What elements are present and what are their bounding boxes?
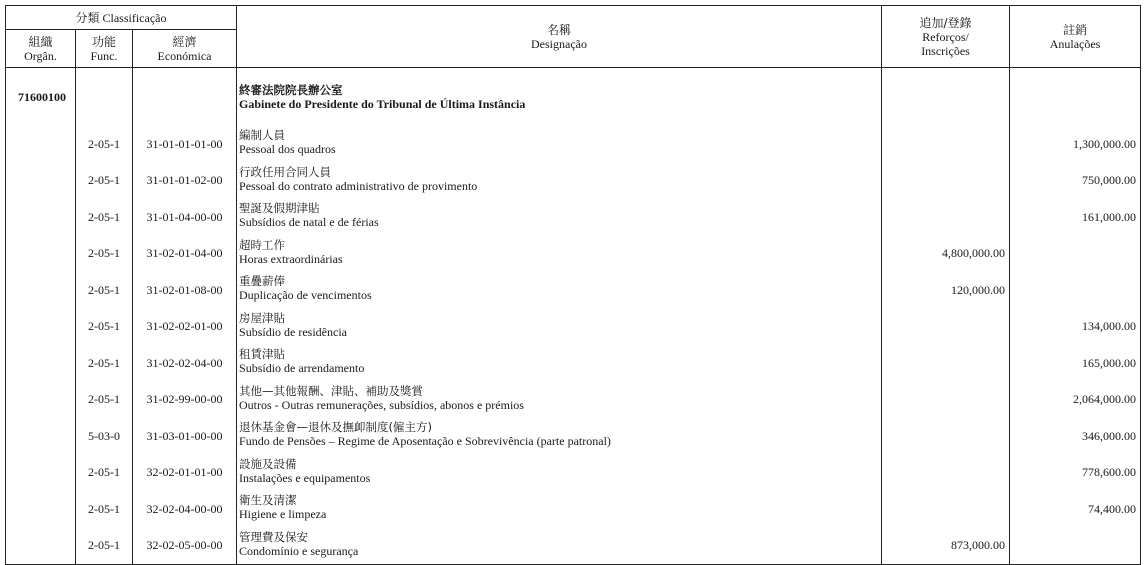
- designation-cell: [237, 163, 882, 200]
- func-code-cell: 2-05-1: [76, 528, 133, 565]
- organica-cell: [6, 491, 76, 528]
- reforco-amount-cell: [882, 126, 1010, 163]
- designation-zh: 其他—其他報酬、津貼、補助及獎賞: [239, 383, 424, 398]
- designation-zh: 管理費及保安: [239, 529, 309, 544]
- organica-cell: [6, 455, 76, 492]
- econ-code-cell: 32-02-05-00-00: [133, 528, 237, 565]
- table-row: [6, 272, 1141, 309]
- designation-cell: [237, 491, 882, 528]
- anulacoes-header-zh: 註銷: [1063, 22, 1088, 37]
- anulacao-amount-cell: [1010, 528, 1141, 565]
- anulacao-amount-cell: [1010, 236, 1141, 273]
- designation-pt: Fundo de Pensões – Regime de Aposentação e Sobrevivência (parte patronal): [239, 434, 611, 448]
- anulacoes-header: [1010, 6, 1141, 68]
- func-code-cell: 2-05-1: [76, 309, 133, 346]
- organica-cell: [6, 272, 76, 309]
- section-econ-cell: [133, 68, 237, 127]
- reforco-amount-cell: 4,800,000.00: [882, 236, 1010, 273]
- funcional-header-pt: Func.: [90, 48, 118, 63]
- section-title-zh: 終審法院院長辦公室: [239, 83, 343, 97]
- budget-table: [5, 5, 1141, 565]
- reforcos-header-pt1: Reforços/: [922, 29, 969, 44]
- anulacao-amount-cell: 134,000.00: [1010, 309, 1141, 346]
- section-row: [6, 68, 1141, 127]
- anulacao-amount-cell: 346,000.00: [1010, 418, 1141, 455]
- section-title-pt: Gabinete do Presidente do Tribunal de Última Instância: [239, 97, 526, 111]
- organica-cell: [6, 528, 76, 565]
- reforco-amount-cell: 873,000.00: [882, 528, 1010, 565]
- section-title-cell: [237, 68, 882, 127]
- func-code-cell: 2-05-1: [76, 236, 133, 273]
- designation-zh: 編制人員: [239, 128, 286, 142]
- designation-zh: 重疊薪俸: [239, 274, 286, 288]
- designation-zh: 房屋津貼: [239, 310, 286, 325]
- econ-code-cell: 31-02-02-04-00: [133, 345, 237, 382]
- designation-zh: 退休基金會—退休及撫卹制度(僱主方): [239, 420, 432, 434]
- table-row: [6, 126, 1141, 163]
- section-anulacao-cell: [1010, 68, 1141, 127]
- anulacao-amount-cell: 161,000.00: [1010, 199, 1141, 236]
- table-row: [6, 345, 1141, 382]
- anulacoes-header-pt: Anulações: [1049, 36, 1101, 51]
- organica-header-zh: 組織: [28, 34, 53, 49]
- anulacao-amount-cell: 2,064,000.00: [1010, 382, 1141, 419]
- func-code-cell: 2-05-1: [76, 199, 133, 236]
- designation-pt: Pessoal dos quadros: [239, 142, 336, 156]
- table-row: [6, 199, 1141, 236]
- anulacao-amount-cell: 750,000.00: [1010, 163, 1141, 200]
- table-row: [6, 382, 1141, 419]
- reforco-amount-cell: [882, 345, 1010, 382]
- section-organica-code: 71600100: [6, 68, 76, 127]
- func-code-cell: 2-05-1: [76, 455, 133, 492]
- econ-code-cell: 31-02-99-00-00: [133, 382, 237, 419]
- designation-pt: Higiene e limpeza: [239, 507, 327, 521]
- classificacao-header: 分類 Classificação: [6, 6, 237, 30]
- designation-pt: Outros - Outras remunerações, subsídios, abonos e prémios: [239, 397, 524, 412]
- funcional-header: [76, 30, 133, 68]
- economica-header-zh: 經濟: [172, 34, 197, 49]
- designation-pt: Condomínio e segurança: [239, 543, 359, 558]
- table-row: [6, 309, 1141, 346]
- table-row: [6, 491, 1141, 528]
- designation-cell: [237, 272, 882, 309]
- reforcos-header-zh: 追加/登錄: [919, 15, 972, 30]
- econ-code-cell: 31-02-01-04-00: [133, 236, 237, 273]
- organica-cell: [6, 309, 76, 346]
- section-reforco-cell: [882, 68, 1010, 127]
- designation-cell: [237, 199, 882, 236]
- table-header: [6, 6, 1141, 68]
- func-code-cell: 2-05-1: [76, 163, 133, 200]
- designation-zh: 行政任用合同人員: [239, 164, 332, 179]
- economica-header-pt: Económica: [157, 48, 212, 63]
- econ-code-cell: 31-02-02-01-00: [133, 309, 237, 346]
- table-row: [6, 418, 1141, 455]
- designacao-header-zh: 名稱: [547, 22, 572, 37]
- designation-pt: Pessoal do contrato administrativo de provimento: [239, 178, 478, 193]
- econ-code-cell: 31-01-01-01-00: [133, 126, 237, 163]
- organica-header-pt: Orgân.: [24, 48, 57, 63]
- designation-pt: Subsídios de natal e de férias: [239, 215, 379, 229]
- econ-code-cell: 31-03-01-00-00: [133, 418, 237, 455]
- reforco-amount-cell: [882, 418, 1010, 455]
- designation-zh: 租賃津貼: [239, 347, 286, 361]
- organica-cell: [6, 236, 76, 273]
- reforco-amount-cell: [882, 455, 1010, 492]
- func-code-cell: 2-05-1: [76, 272, 133, 309]
- designation-zh: 衛生及清潔: [239, 493, 297, 507]
- reforcos-header-pt2: Inscrições: [921, 43, 970, 58]
- reforco-amount-cell: [882, 309, 1010, 346]
- designation-pt: Duplicação de vencimentos: [239, 288, 372, 302]
- designation-pt: Subsídio de residência: [239, 324, 347, 339]
- designation-zh: 超時工作: [239, 237, 286, 252]
- econ-code-cell: 32-02-04-00-00: [133, 491, 237, 528]
- designation-zh: 聖誕及假期津貼: [239, 201, 320, 215]
- designation-cell: [237, 345, 882, 382]
- designation-pt: Horas extraordinárias: [239, 251, 343, 266]
- reforco-amount-cell: [882, 163, 1010, 200]
- designation-cell: [237, 126, 882, 163]
- designation-cell: [237, 236, 882, 273]
- table-row: [6, 236, 1141, 273]
- designacao-header-pt: Designação: [531, 36, 587, 51]
- econ-code-cell: 31-01-01-02-00: [133, 163, 237, 200]
- organica-header: [6, 30, 76, 68]
- econ-code-cell: 31-01-04-00-00: [133, 199, 237, 236]
- designation-pt: Instalações e equipamentos: [239, 470, 371, 485]
- func-code-cell: 2-05-1: [76, 126, 133, 163]
- designation-cell: [237, 382, 882, 419]
- econ-code-cell: 31-02-01-08-00: [133, 272, 237, 309]
- designacao-header: [237, 6, 882, 68]
- designation-cell: [237, 528, 882, 565]
- designation-cell: [237, 455, 882, 492]
- reforco-amount-cell: [882, 199, 1010, 236]
- anulacao-amount-cell: 165,000.00: [1010, 345, 1141, 382]
- organica-cell: [6, 345, 76, 382]
- func-code-cell: 2-05-1: [76, 345, 133, 382]
- reforco-amount-cell: [882, 382, 1010, 419]
- organica-cell: [6, 382, 76, 419]
- econ-code-cell: 32-02-01-01-00: [133, 455, 237, 492]
- table-row: [6, 163, 1141, 200]
- func-code-cell: 5-03-0: [76, 418, 133, 455]
- anulacao-amount-cell: [1010, 272, 1141, 309]
- func-code-cell: 2-05-1: [76, 382, 133, 419]
- funcional-header-zh: 功能: [91, 34, 116, 49]
- reforco-amount-cell: 120,000.00: [882, 272, 1010, 309]
- anulacao-amount-cell: 1,300,000.00: [1010, 126, 1141, 163]
- designation-pt: Subsídio de arrendamento: [239, 361, 365, 375]
- table-body: [6, 68, 1141, 565]
- organica-cell: [6, 126, 76, 163]
- table-row: [6, 528, 1141, 565]
- anulacao-amount-cell: 74,400.00: [1010, 491, 1141, 528]
- designation-cell: [237, 309, 882, 346]
- reforcos-header: [882, 6, 1010, 68]
- designation-cell: [237, 418, 882, 455]
- organica-cell: [6, 163, 76, 200]
- economica-header: [133, 30, 237, 68]
- organica-cell: [6, 418, 76, 455]
- anulacao-amount-cell: 778,600.00: [1010, 455, 1141, 492]
- organica-cell: [6, 199, 76, 236]
- reforco-amount-cell: [882, 491, 1010, 528]
- section-func-cell: [76, 68, 133, 127]
- table-row: [6, 455, 1141, 492]
- designation-zh: 設施及設備: [239, 456, 297, 471]
- func-code-cell: 2-05-1: [76, 491, 133, 528]
